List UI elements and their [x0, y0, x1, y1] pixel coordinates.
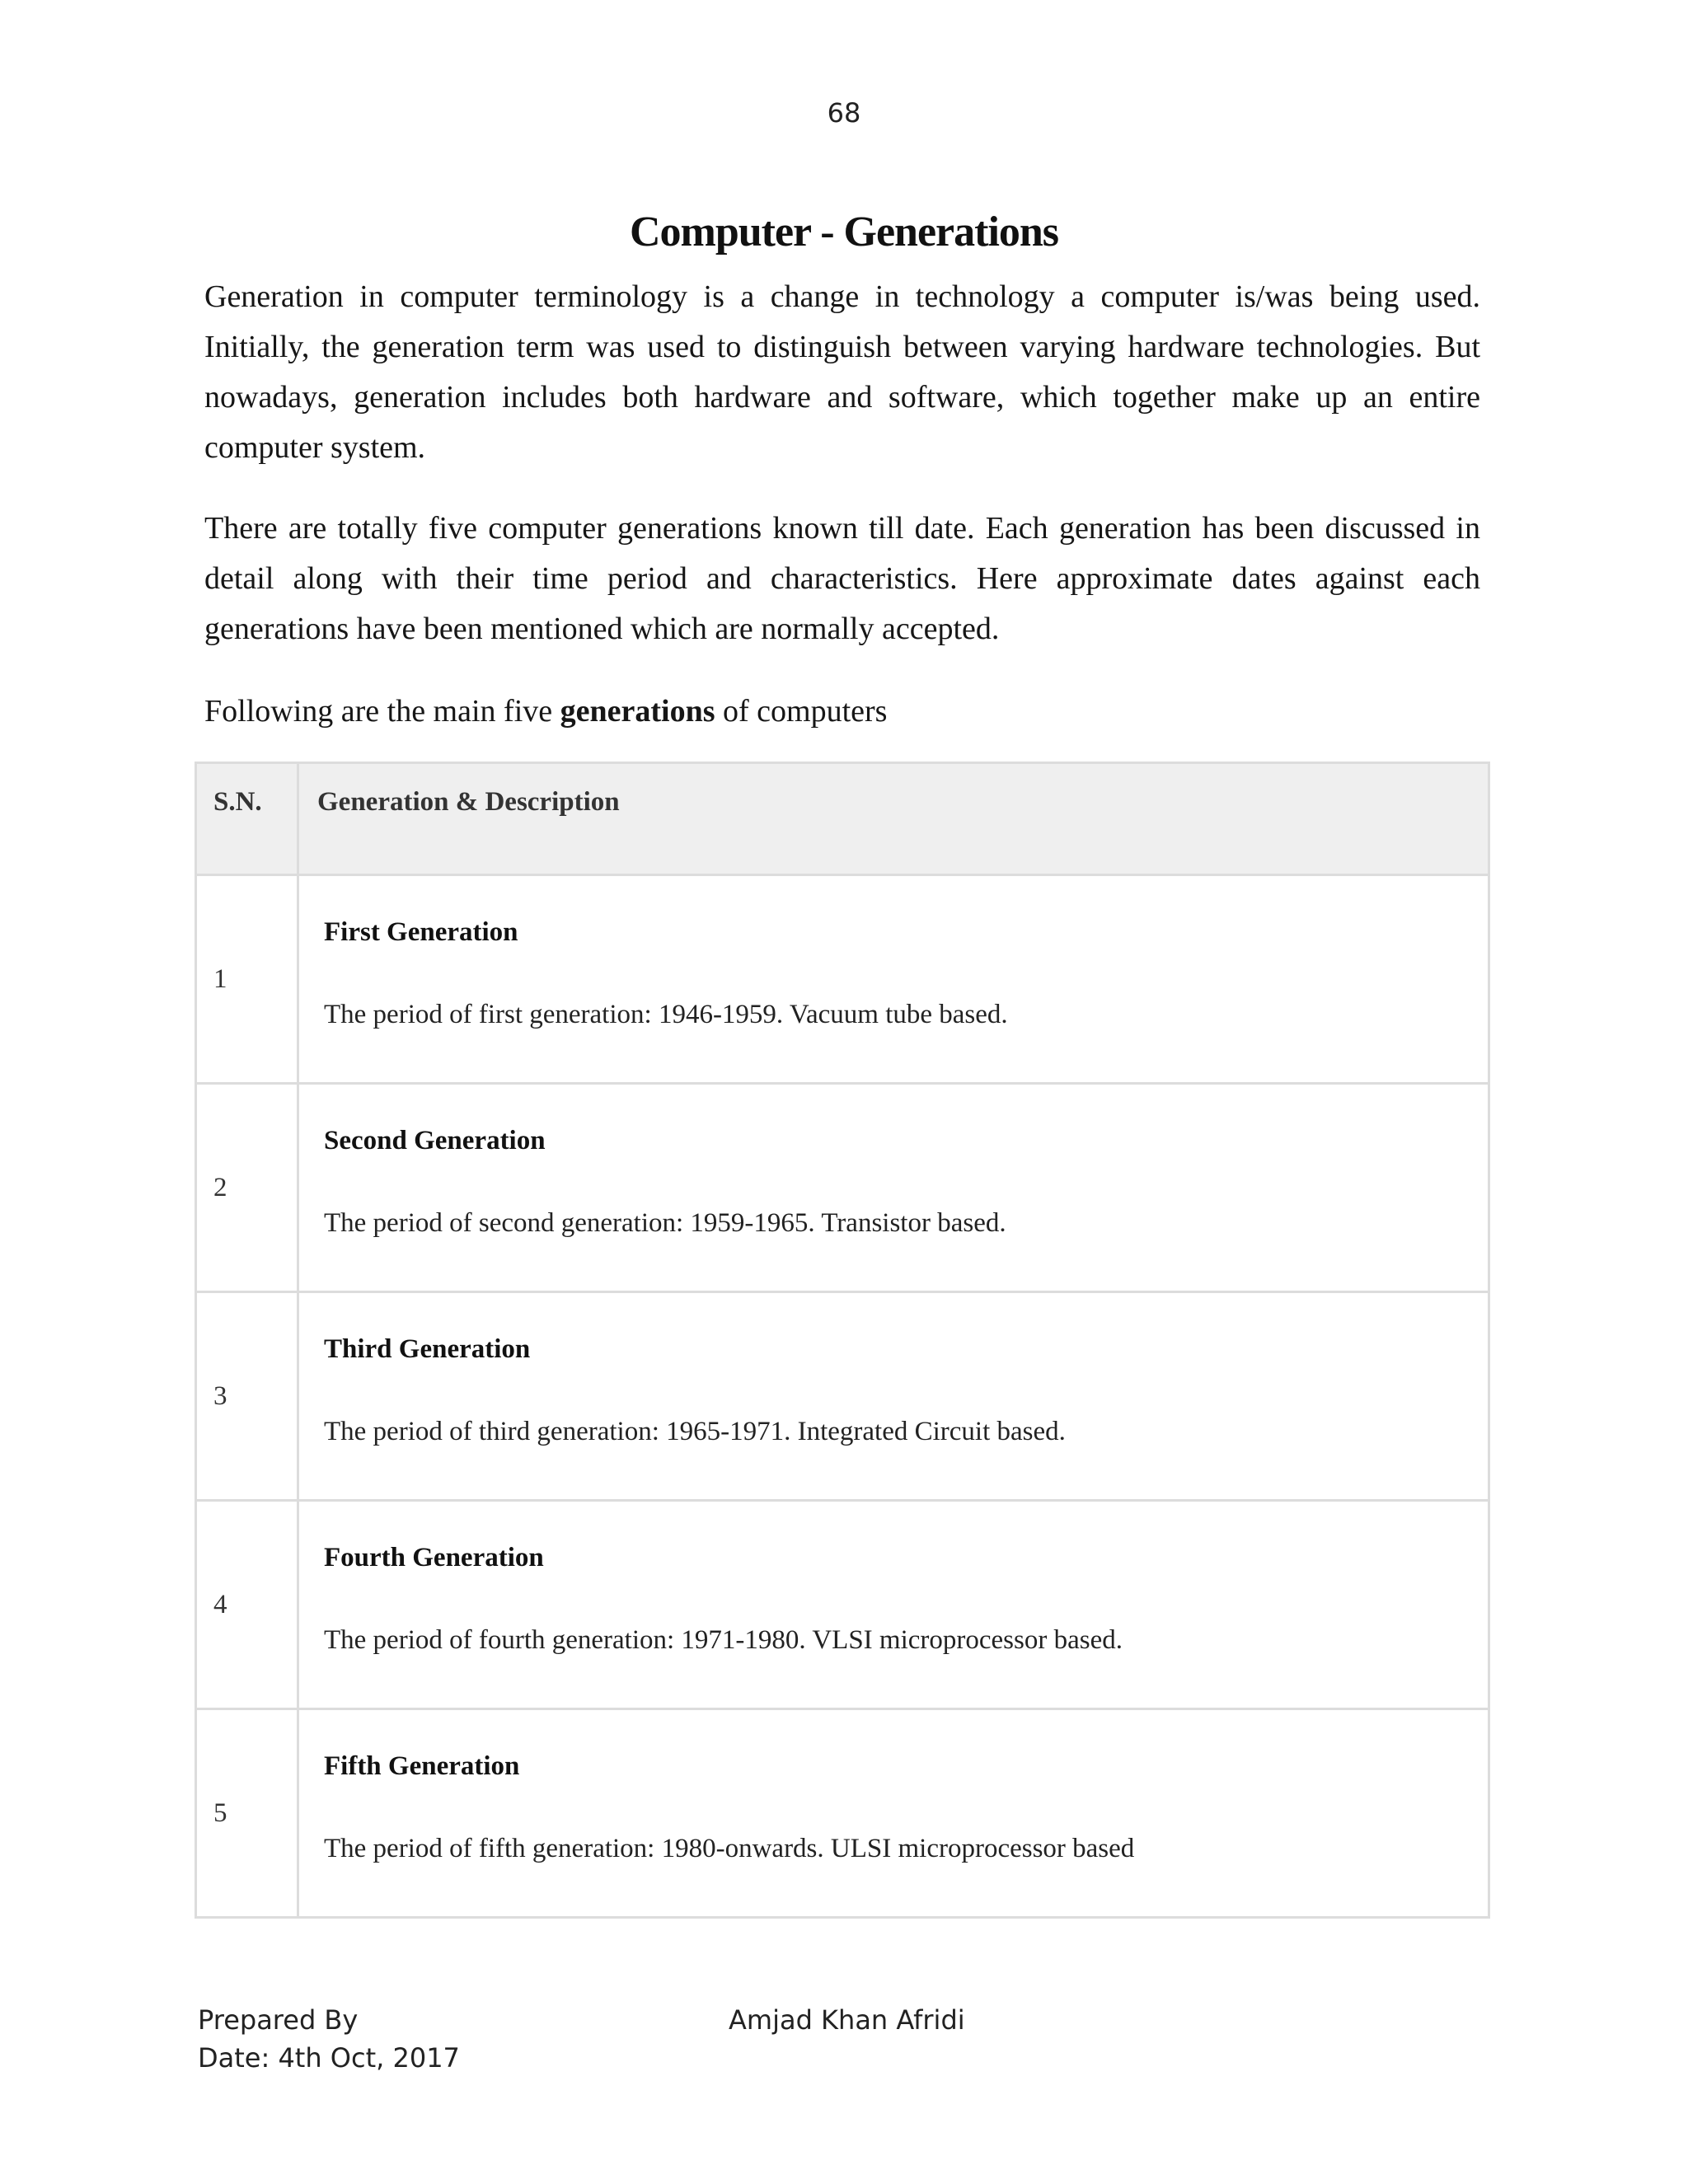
- generation-description: The period of first generation: 1946-1959. Vacuum tube based.: [324, 1000, 1008, 1029]
- generation-description: The period of third generation: 1965-1971. Integrated Circuit based.: [324, 1417, 1066, 1446]
- row-sn: 5: [196, 1709, 298, 1918]
- row-description-cell: [298, 1292, 1489, 1501]
- table-row: [196, 1292, 1489, 1501]
- table-row: [196, 875, 1489, 1084]
- table-intro-text-start: Following are the main five: [204, 694, 560, 729]
- row-description-cell: [298, 1709, 1489, 1918]
- row-sn: 3: [196, 1292, 298, 1501]
- page-title: Computer - Generations: [629, 209, 1059, 255]
- row-sn: 1: [196, 875, 298, 1084]
- header-generation-description: Generation & Description: [298, 763, 1489, 875]
- table-row: [196, 1709, 1489, 1918]
- generation-description: The period of second generation: 1959-1965. Transistor based.: [324, 1208, 1006, 1238]
- generation-description: The period of fourth generation: 1971-1980. VLSI microprocessor based.: [324, 1625, 1123, 1655]
- table-intro-text-end: of computers: [715, 694, 888, 729]
- generations-table: [195, 762, 1490, 1919]
- footer-author: Amjad Khan Afridi: [729, 2004, 965, 2036]
- footer-date: Date: 4th Oct, 2017: [198, 2042, 460, 2074]
- row-description-cell: [298, 1084, 1489, 1292]
- generation-name: First Generation: [324, 917, 518, 947]
- generation-description: The period of fifth generation: 1980-onwards. ULSI microprocessor based: [324, 1834, 1135, 1863]
- generation-name: Fourth Generation: [324, 1543, 544, 1572]
- row-description-cell: [298, 875, 1489, 1084]
- row-sn: 2: [196, 1084, 298, 1292]
- table-intro-bold-word: generations: [560, 694, 715, 729]
- footer-prepared-by: Prepared By: [198, 2004, 359, 2036]
- intro-paragraph: Generation in computer terminology is a change in technology a computer is/was being used. Initially, the generation term was used to distinguish between varying hardware technologies. But nowadays, generation includes both hardware and software, which together make up an entire computer system.: [204, 279, 1480, 465]
- table-row: [196, 1084, 1489, 1292]
- generation-name: Fifth Generation: [324, 1751, 520, 1781]
- page-number: 68: [827, 97, 861, 129]
- generation-name: Third Generation: [324, 1334, 531, 1364]
- generation-name: Second Generation: [324, 1126, 546, 1155]
- header-sn: S.N.: [196, 763, 298, 875]
- row-sn: 4: [196, 1501, 298, 1709]
- table-row: [196, 1501, 1489, 1709]
- table-intro-paragraph: [204, 687, 1480, 737]
- row-description-cell: [298, 1501, 1489, 1709]
- table-header-row: [196, 763, 1489, 875]
- generations-overview-paragraph: There are totally five computer generations known till date. Each generation has been discussed in detail along with their time period and characteristics. Here approximate dates against each generations have been mentioned which are normally accepted.: [204, 511, 1480, 646]
